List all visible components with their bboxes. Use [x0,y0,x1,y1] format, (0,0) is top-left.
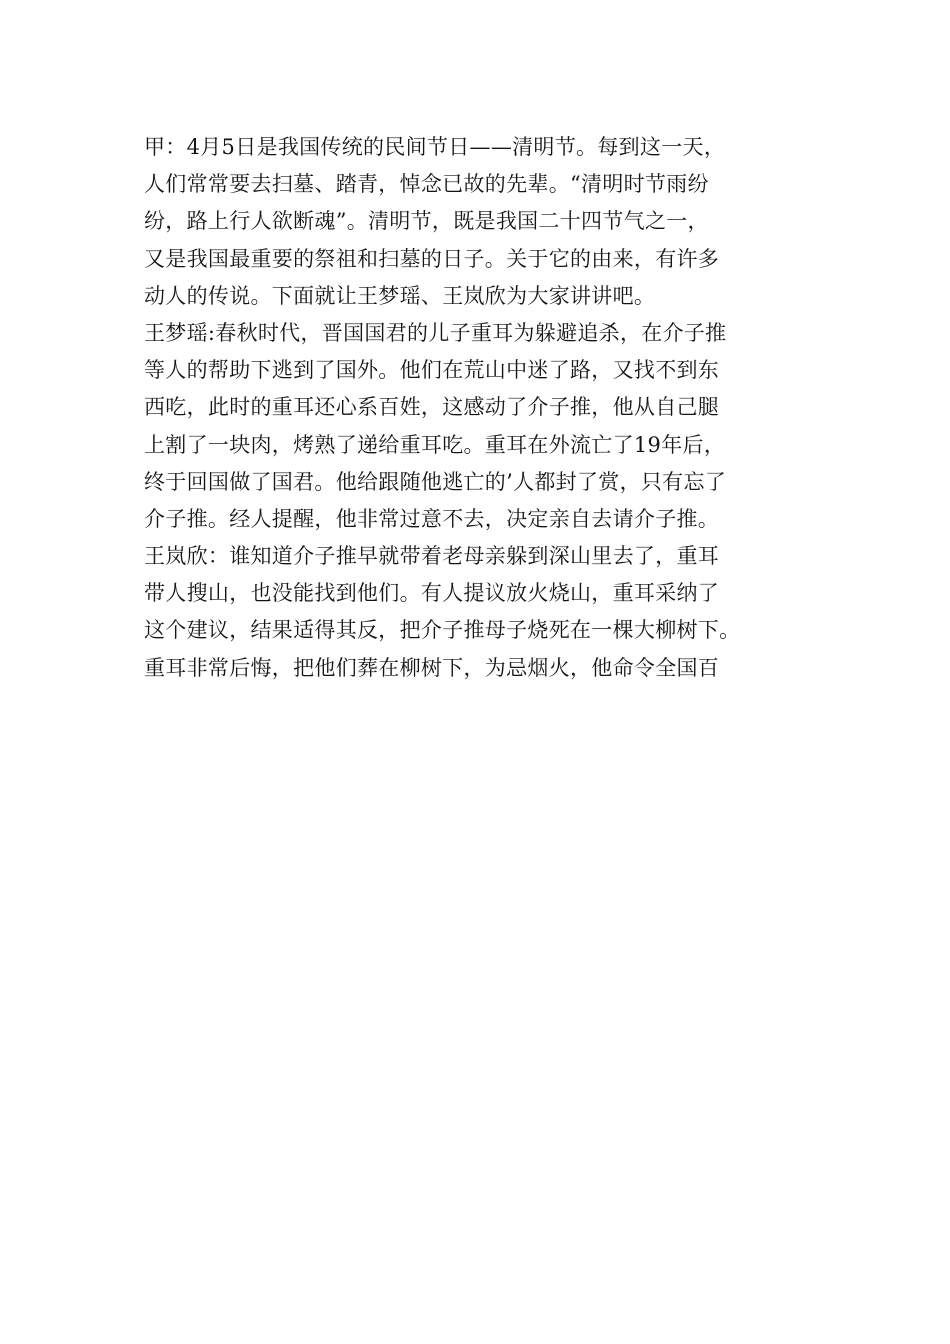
text-line: 西吃，此时的重耳还心系百姓，这感动了介子推，他从自己腿 [144,395,720,420]
text-line: 等人的帮助下逃到了国外。他们在荒山中迷了路，又找不到东 [144,358,720,383]
text-line: 又是我国最重要的祭祖和扫墓的日子。关于它的由来，有许多 [144,246,720,271]
text-line: 王梦瑶:春秋时代，晋国国君的儿子重耳为躲避追杀，在介子推 [144,320,727,345]
text-line: 上割了一块肉，烤熟了递给重耳吃。重耳在外流亡了19年后， [144,432,726,457]
text-line: 王岚欣：谁知道介子推早就带着老母亲躲到深山里去了，重耳 [144,544,720,569]
text-line: 带人搜山，也没能找到他们。有人提议放火烧山，重耳采纳了 [144,581,720,606]
text-line: 纷，路上行人欲断魂”。清明节，既是我国二十四节气之一， [144,209,709,234]
text-line: 甲：4月5日是我国传统的民间节日——清明节。每到这一天， [144,135,726,159]
text-line: 动人的传说。下面就让王梦瑶、王岚欣为大家讲讲吧。 [144,283,656,308]
text-line: 这个建议，结果适得其反，把介子推母子烧死在一棵大柳树下。 [144,618,741,643]
text-line: 介子推。经人提醒，他非常过意不去，决定亲自去请介子推。 [144,506,720,531]
text-line: 重耳非常后悔，把他们葬在柳树下，为忌烟火，他命令全国百 [144,655,720,680]
document-body [144,129,844,687]
text-line: 终于回国做了国君。他给跟随他逃亡的’人都封了赏，只有忘了 [144,469,727,494]
text-line: 人们常常要去扫墓、踏青，悼念已故的先辈。“清明时节雨纷 [144,172,709,197]
